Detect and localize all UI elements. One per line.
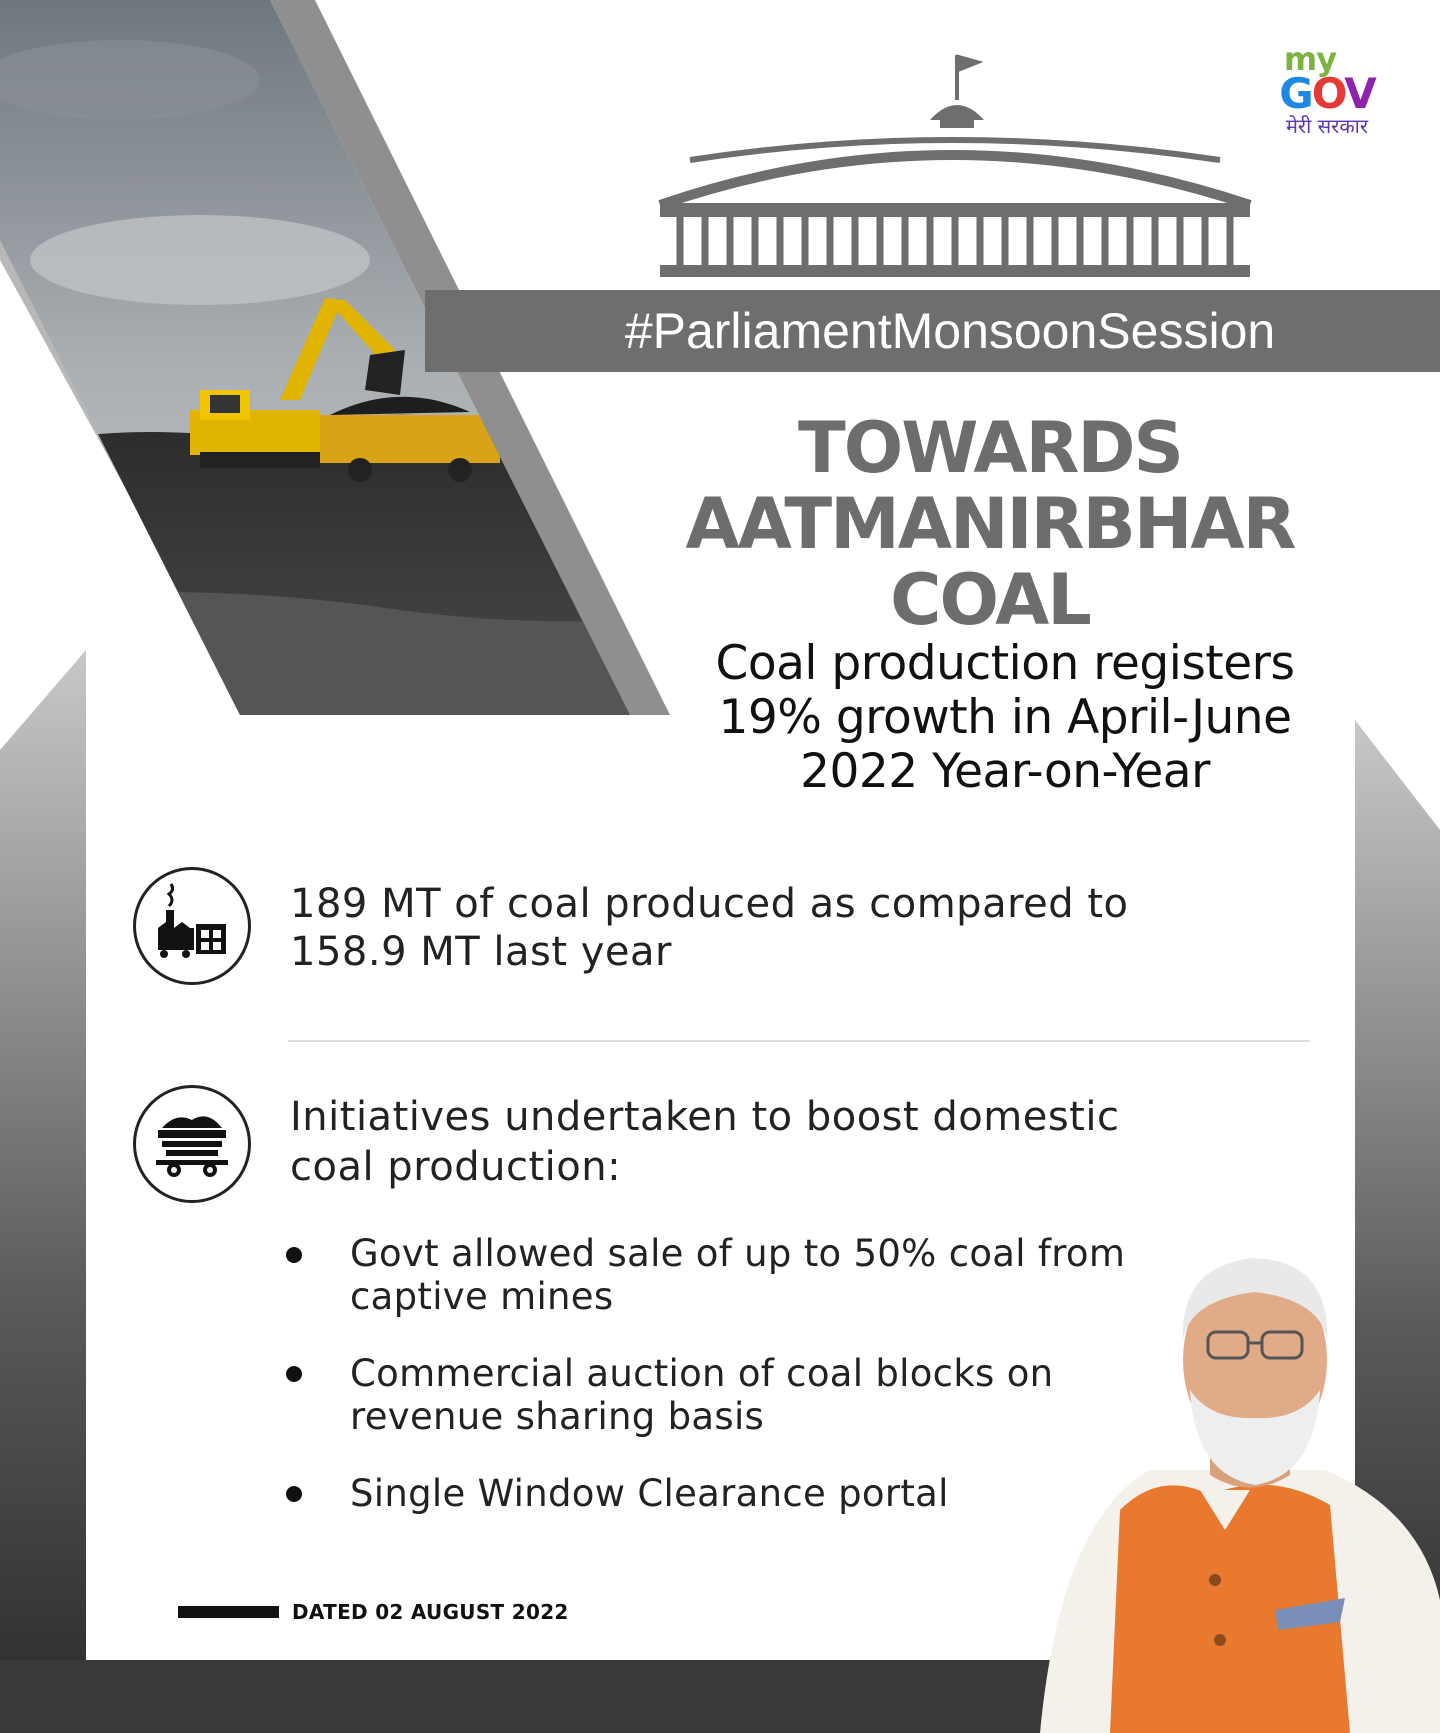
production-stat [290, 880, 1190, 976]
list-item-line: Govt allowed sale of up to 50% coal from [350, 1232, 1126, 1275]
heading-line: coal production: [290, 1144, 622, 1190]
parliament-building-illustration [660, 55, 1250, 277]
title-line: AATMANIRBHAR [685, 483, 1295, 565]
list-item-line: Commercial auction of coal blocks on [350, 1352, 1054, 1395]
stat-line: 189 MT of coal produced as compared to [290, 881, 1129, 927]
heading-line: Initiatives undertaken to boost domestic [290, 1094, 1120, 1140]
subtitle-line: 2022 Year-on-Year [800, 744, 1210, 799]
title-line: TOWARDS [798, 407, 1182, 489]
logo-hindi-tagline: मेरी सरकार [1285, 114, 1369, 138]
subtitle [660, 637, 1350, 799]
stat-line: 158.9 MT last year [290, 929, 672, 975]
bullet-icon [286, 1366, 302, 1382]
page-title [640, 407, 1340, 641]
subtitle-line: 19% growth in April-June [718, 690, 1292, 745]
mygov-logo [1262, 40, 1392, 144]
title-line: COAL [890, 559, 1090, 641]
hashtag-text: #ParliamentMonsoonSession [624, 303, 1276, 359]
list-item [350, 1232, 1170, 1318]
coal-factory-icon [133, 867, 251, 985]
dated-marker [178, 1606, 279, 1618]
section-divider [288, 1040, 1310, 1042]
bullet-icon [286, 1486, 302, 1502]
bullet-icon [286, 1247, 302, 1263]
logo-gov-text: GOV [1279, 69, 1375, 118]
logo-my-text: my [1283, 40, 1337, 78]
initiatives-heading [290, 1092, 1190, 1192]
subtitle-line: Coal production registers [715, 636, 1295, 691]
list-item [350, 1472, 1170, 1515]
list-item-line: Single Window Clearance portal [350, 1472, 949, 1515]
list-item-line: revenue sharing basis [350, 1395, 765, 1438]
list-item-line: captive mines [350, 1275, 614, 1318]
coal-wagon-icon [133, 1085, 251, 1203]
list-item [350, 1352, 1170, 1438]
dated-label: DATED 02 AUGUST 2022 [292, 1600, 569, 1624]
